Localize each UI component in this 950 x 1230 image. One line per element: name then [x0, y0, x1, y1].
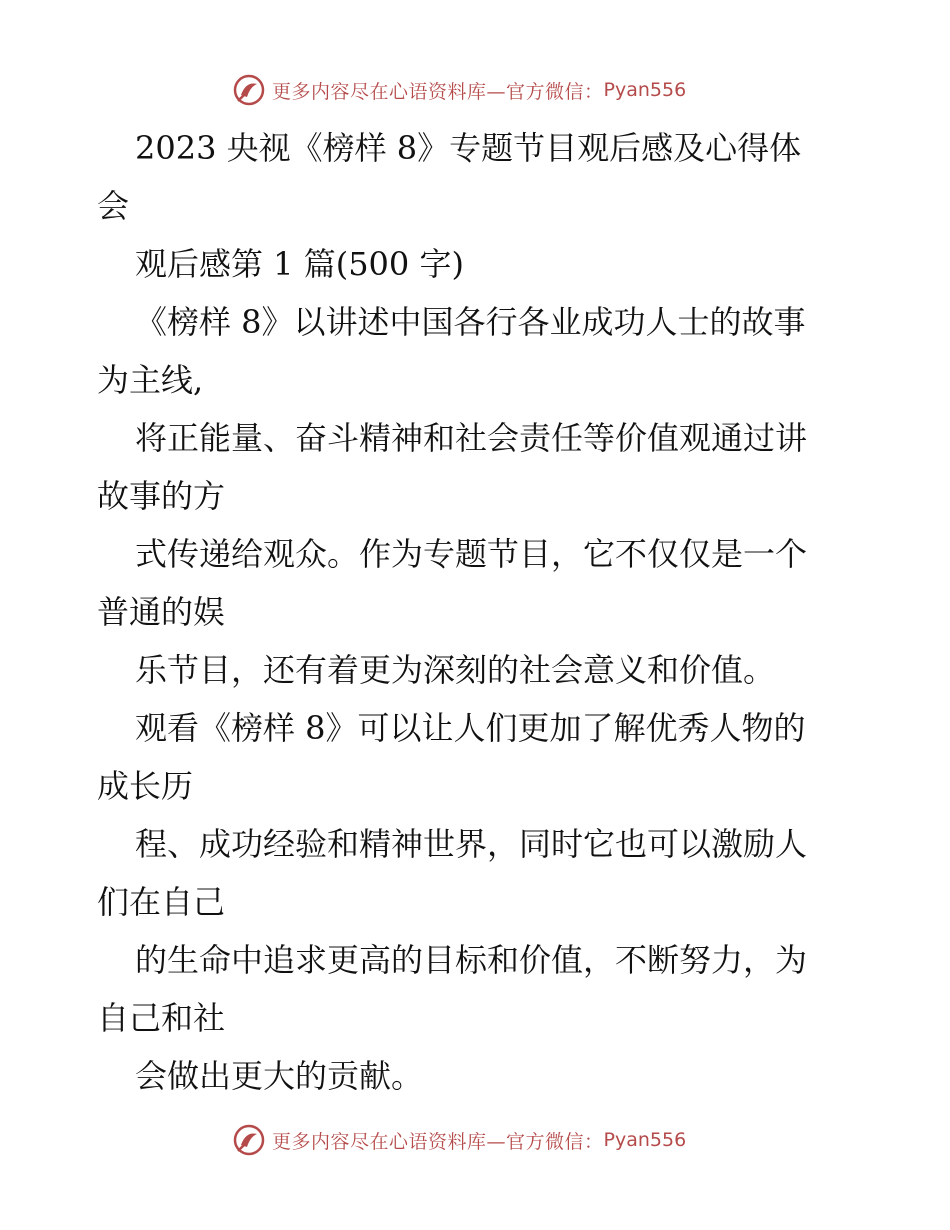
text-line: 的生命中追求更高的目标和价值，不断努力，为 — [135, 941, 808, 979]
banner-text: 更多内容尽在心语资料库—官方微信： — [272, 1130, 604, 1153]
text-line: 普通的娱 — [97, 593, 226, 631]
footer-banner — [232, 1122, 686, 1158]
text-line: 乐节目，还有着更为深刻的社会意义和价值。 — [135, 651, 776, 689]
text-line: 程、成功经验和精神世界，同时它也可以激励人 — [135, 825, 808, 863]
section-heading: 观后感第 1 篇(500 字) — [135, 245, 464, 283]
logo-icon — [232, 73, 266, 107]
wechat-id: Pyan556 — [603, 1129, 687, 1151]
wechat-id: Pyan556 — [603, 79, 687, 101]
banner-text: 更多内容尽在心语资料库—官方微信： — [272, 80, 604, 103]
document-title: 2023 央视《榜样 8》专题节目观后感及心得体 — [135, 129, 802, 167]
text-line: 观看《榜样 8》可以让人们更加了解优秀人物的 — [135, 709, 806, 747]
text-line: 将正能量、奋斗精神和社会责任等价值观通过讲 — [135, 419, 808, 457]
logo-icon — [232, 1123, 266, 1157]
text-line: 会做出更大的贡献。 — [135, 1057, 424, 1095]
text-line: 《榜样 8》以讲述中国各行各业成功人士的故事 — [135, 303, 806, 341]
text-line: 式传递给观众。作为专题节目，它不仅仅是一个 — [135, 535, 808, 573]
text-line: 故事的方 — [97, 477, 226, 515]
text-line: 成长历 — [97, 767, 194, 805]
text-line: 自己和社 — [97, 999, 226, 1037]
text-line: 们在自己 — [97, 883, 226, 921]
header-banner — [232, 72, 686, 108]
text-line: 为主线, — [97, 361, 204, 399]
text-line: 会 — [97, 187, 130, 225]
